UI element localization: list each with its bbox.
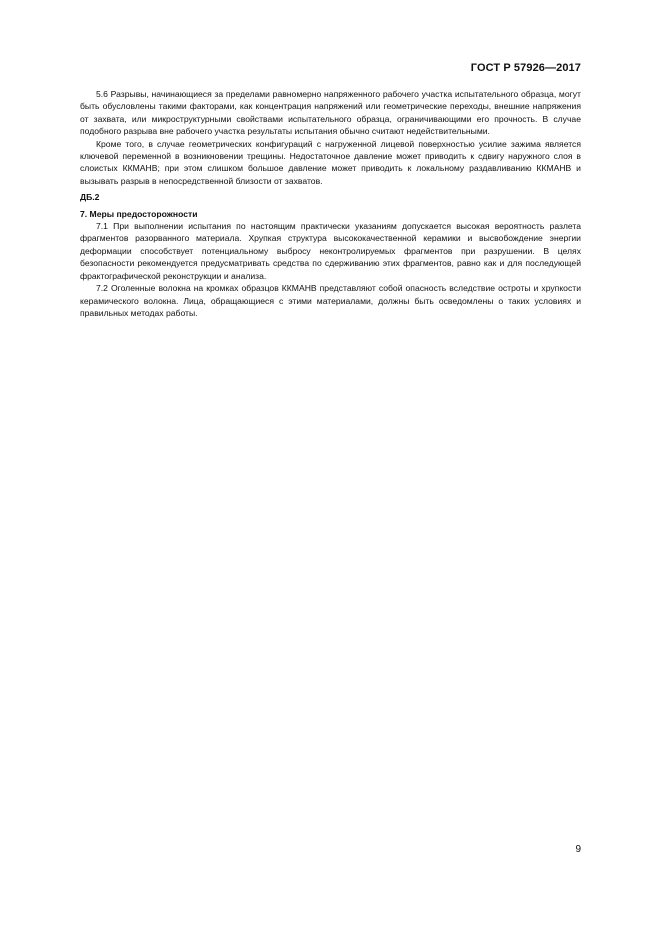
document-header: ГОСТ Р 57926—2017 [470, 62, 581, 74]
section-title: 7. Меры предосторожности [80, 208, 198, 219]
paragraph-7-2: 7.2 Оголенные волокна на кромках образцов ККМАНВ представляют собой опасность вследствие остроты и хрупкости керамического волокна. Лица, обращающиеся с этими материалами, должны быть осведомлены о таких условиях и правильных методах работы. [80, 283, 581, 318]
page-content [80, 88, 581, 319]
paragraph-grip-pressure: Кроме того, в случае геометрических конфигураций с нагруженной лицевой поверхностью усилие зажима является ключевой переменной в возникновении трещины. Недостаточное давление может приводить к сдвигу наружного слоя в слоистых ККМАНВ; при этом слишком большое давление может приводить к локальному раздавливанию ККМАНВ и вызывать разрыв в непосредственной близости от захватов. [80, 138, 581, 186]
paragraph-7-1: 7.1 При выполнении испытания по настоящим практически указаниям допускается высокая вероятность разлета фрагментов разорванного материала. Хрупкая структура высококачественной керамики и высвобождение энергии деформации способствует потенциальному выбросу неконтролируемых фрагментов при разрушении. В целях безопасности рекомендуется предусматривать средства по сдерживанию этих фрагментов, равно как и для последующей фрактографической реконструкции и анализа. [80, 221, 581, 281]
paragraph-5-6: 5.6 Разрывы, начинающиеся за пределами равномерно напряженного рабочего участка испытательного образца, могут быть обусловлены такими факторами, как концентрация напряжений или геометрические переходы, внешние напряжения от захвата, или микроструктурными свойствами испытательного образца, ограничивающими его прочность. В случае подобного разрыва вне рабочего участка результаты испытания обычно считают недействительными. [80, 89, 581, 137]
section-label: ДБ.2 [80, 192, 100, 203]
page-number: 9 [575, 844, 581, 855]
